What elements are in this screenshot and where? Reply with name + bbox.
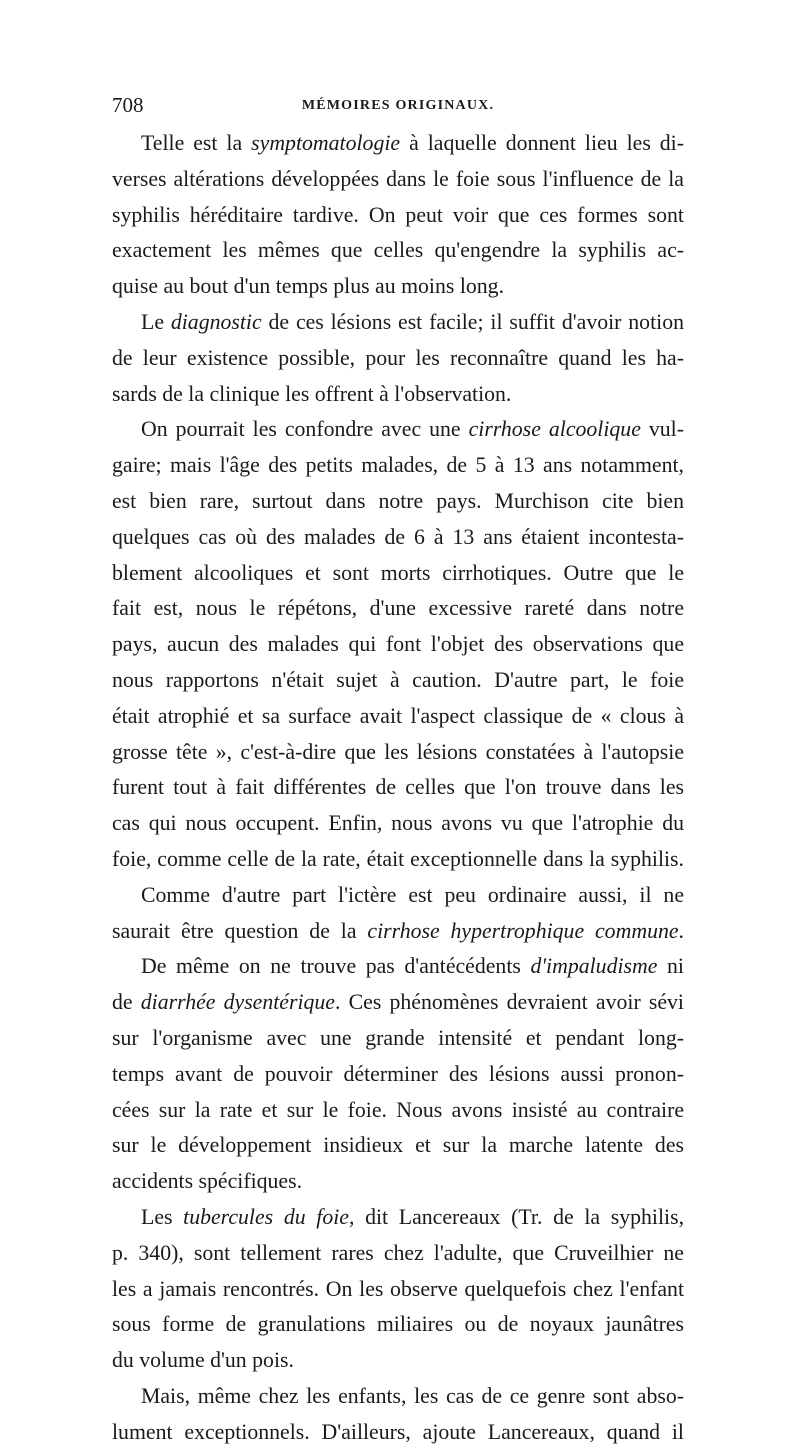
text-line: sur l'organisme avec une grande intensité et pendant long-	[112, 1025, 684, 1050]
text-line: fait est, nous le répétons, d'une excessive rareté dans notre	[112, 596, 684, 621]
text-line: Mais, même chez les enfants, les cas de ce genre sont abso-	[141, 1383, 684, 1408]
text-line: du volume d'un pois.	[112, 1348, 294, 1373]
body-text	[112, 126, 684, 1450]
text-line: gaire; mais l'âge des petits malades, de 5 à 13 ans notamment,	[112, 453, 684, 478]
text-line: grosse tête », c'est-à-dire que les lésions constatées à l'autopsie	[112, 739, 684, 764]
text-line: cas qui nous occupent. Enfin, nous avons vu que l'atrophie du	[112, 811, 684, 836]
text-line: Le diagnostic de ces lésions est facile; il suffit d'avoir notion	[141, 309, 684, 334]
text-line: quise au bout d'un temps plus au moins long.	[112, 274, 505, 299]
text-line: furent tout à fait différentes de celles que l'on trouve dans les	[112, 775, 684, 800]
text-line: sards de la clinique les offrent à l'observation.	[112, 381, 512, 406]
text-line: exactement les mêmes que celles qu'engendre la syphilis ac-	[112, 238, 684, 263]
running-head: MÉMOIRES ORIGINAUX.	[301, 98, 495, 113]
text-line: temps avant de pouvoir déterminer des lésions aussi pronon-	[112, 1061, 684, 1086]
text-line: p. 340), sont tellement rares chez l'adulte, que Cruveilhier ne	[112, 1240, 684, 1265]
text-line: verses altérations développées dans le foie sous l'influence de la	[112, 166, 684, 191]
text-line: accidents spécifiques.	[112, 1169, 303, 1194]
text-line: pays, aucun des malades qui font l'objet des observations que	[112, 632, 684, 657]
text-line: On pourrait les confondre avec une cirrhose alcoolique vul-	[141, 417, 684, 442]
text-line: était atrophié et sa surface avait l'aspect classique de « clous à	[112, 703, 684, 728]
text-line: blement alcooliques et sont morts cirrhotiques. Outre que le	[112, 560, 684, 585]
text-line: de leur existence possible, pour les reconnaître quand les ha-	[112, 345, 684, 370]
page-header	[112, 90, 684, 120]
text-line: foie, comme celle de la rate, était exceptionnelle dans la syphilis.	[112, 846, 684, 871]
text-line: quelques cas où des malades de 6 à 13 ans étaient incontesta-	[112, 524, 684, 549]
text-line: lument exceptionnels. D'ailleurs, ajoute Lancereaux, quand il	[112, 1419, 684, 1444]
text-line: est bien rare, surtout dans notre pays. Murchison cite bien	[112, 488, 684, 513]
text-line: saurait être question de la cirrhose hypertrophique commune.	[112, 918, 684, 943]
text-line: syphilis héréditaire tardive. On peut voir que ces formes sont	[112, 202, 684, 227]
page-number: 708	[112, 93, 144, 117]
text-line: les a jamais rencontrés. On les observe quelquefois chez l'enfant	[112, 1276, 684, 1301]
text-line: Telle est la symptomatologie à laquelle donnent lieu les di-	[141, 131, 684, 155]
text-line: nous rapportons n'était sujet à caution. D'autre part, le foie	[112, 667, 684, 692]
text-line: cées sur la rate et sur le foie. Nous avons insisté au contraire	[112, 1097, 684, 1122]
text-line: sur le développement insidieux et sur la marche latente des	[112, 1133, 684, 1158]
text-line: sous forme de granulations miliaires ou de noyaux jaunâtres	[112, 1312, 684, 1337]
text-line: Comme d'autre part l'ictère est peu ordinaire aussi, il ne	[141, 882, 684, 907]
text-line: Les tubercules du foie, dit Lancereaux (Tr. de la syphilis,	[141, 1204, 684, 1229]
text-line: De même on ne trouve pas d'antécédents d'impaludisme ni	[141, 954, 684, 979]
text-line: de diarrhée dysentérique. Ces phénomènes devraient avoir sévi	[112, 990, 684, 1015]
